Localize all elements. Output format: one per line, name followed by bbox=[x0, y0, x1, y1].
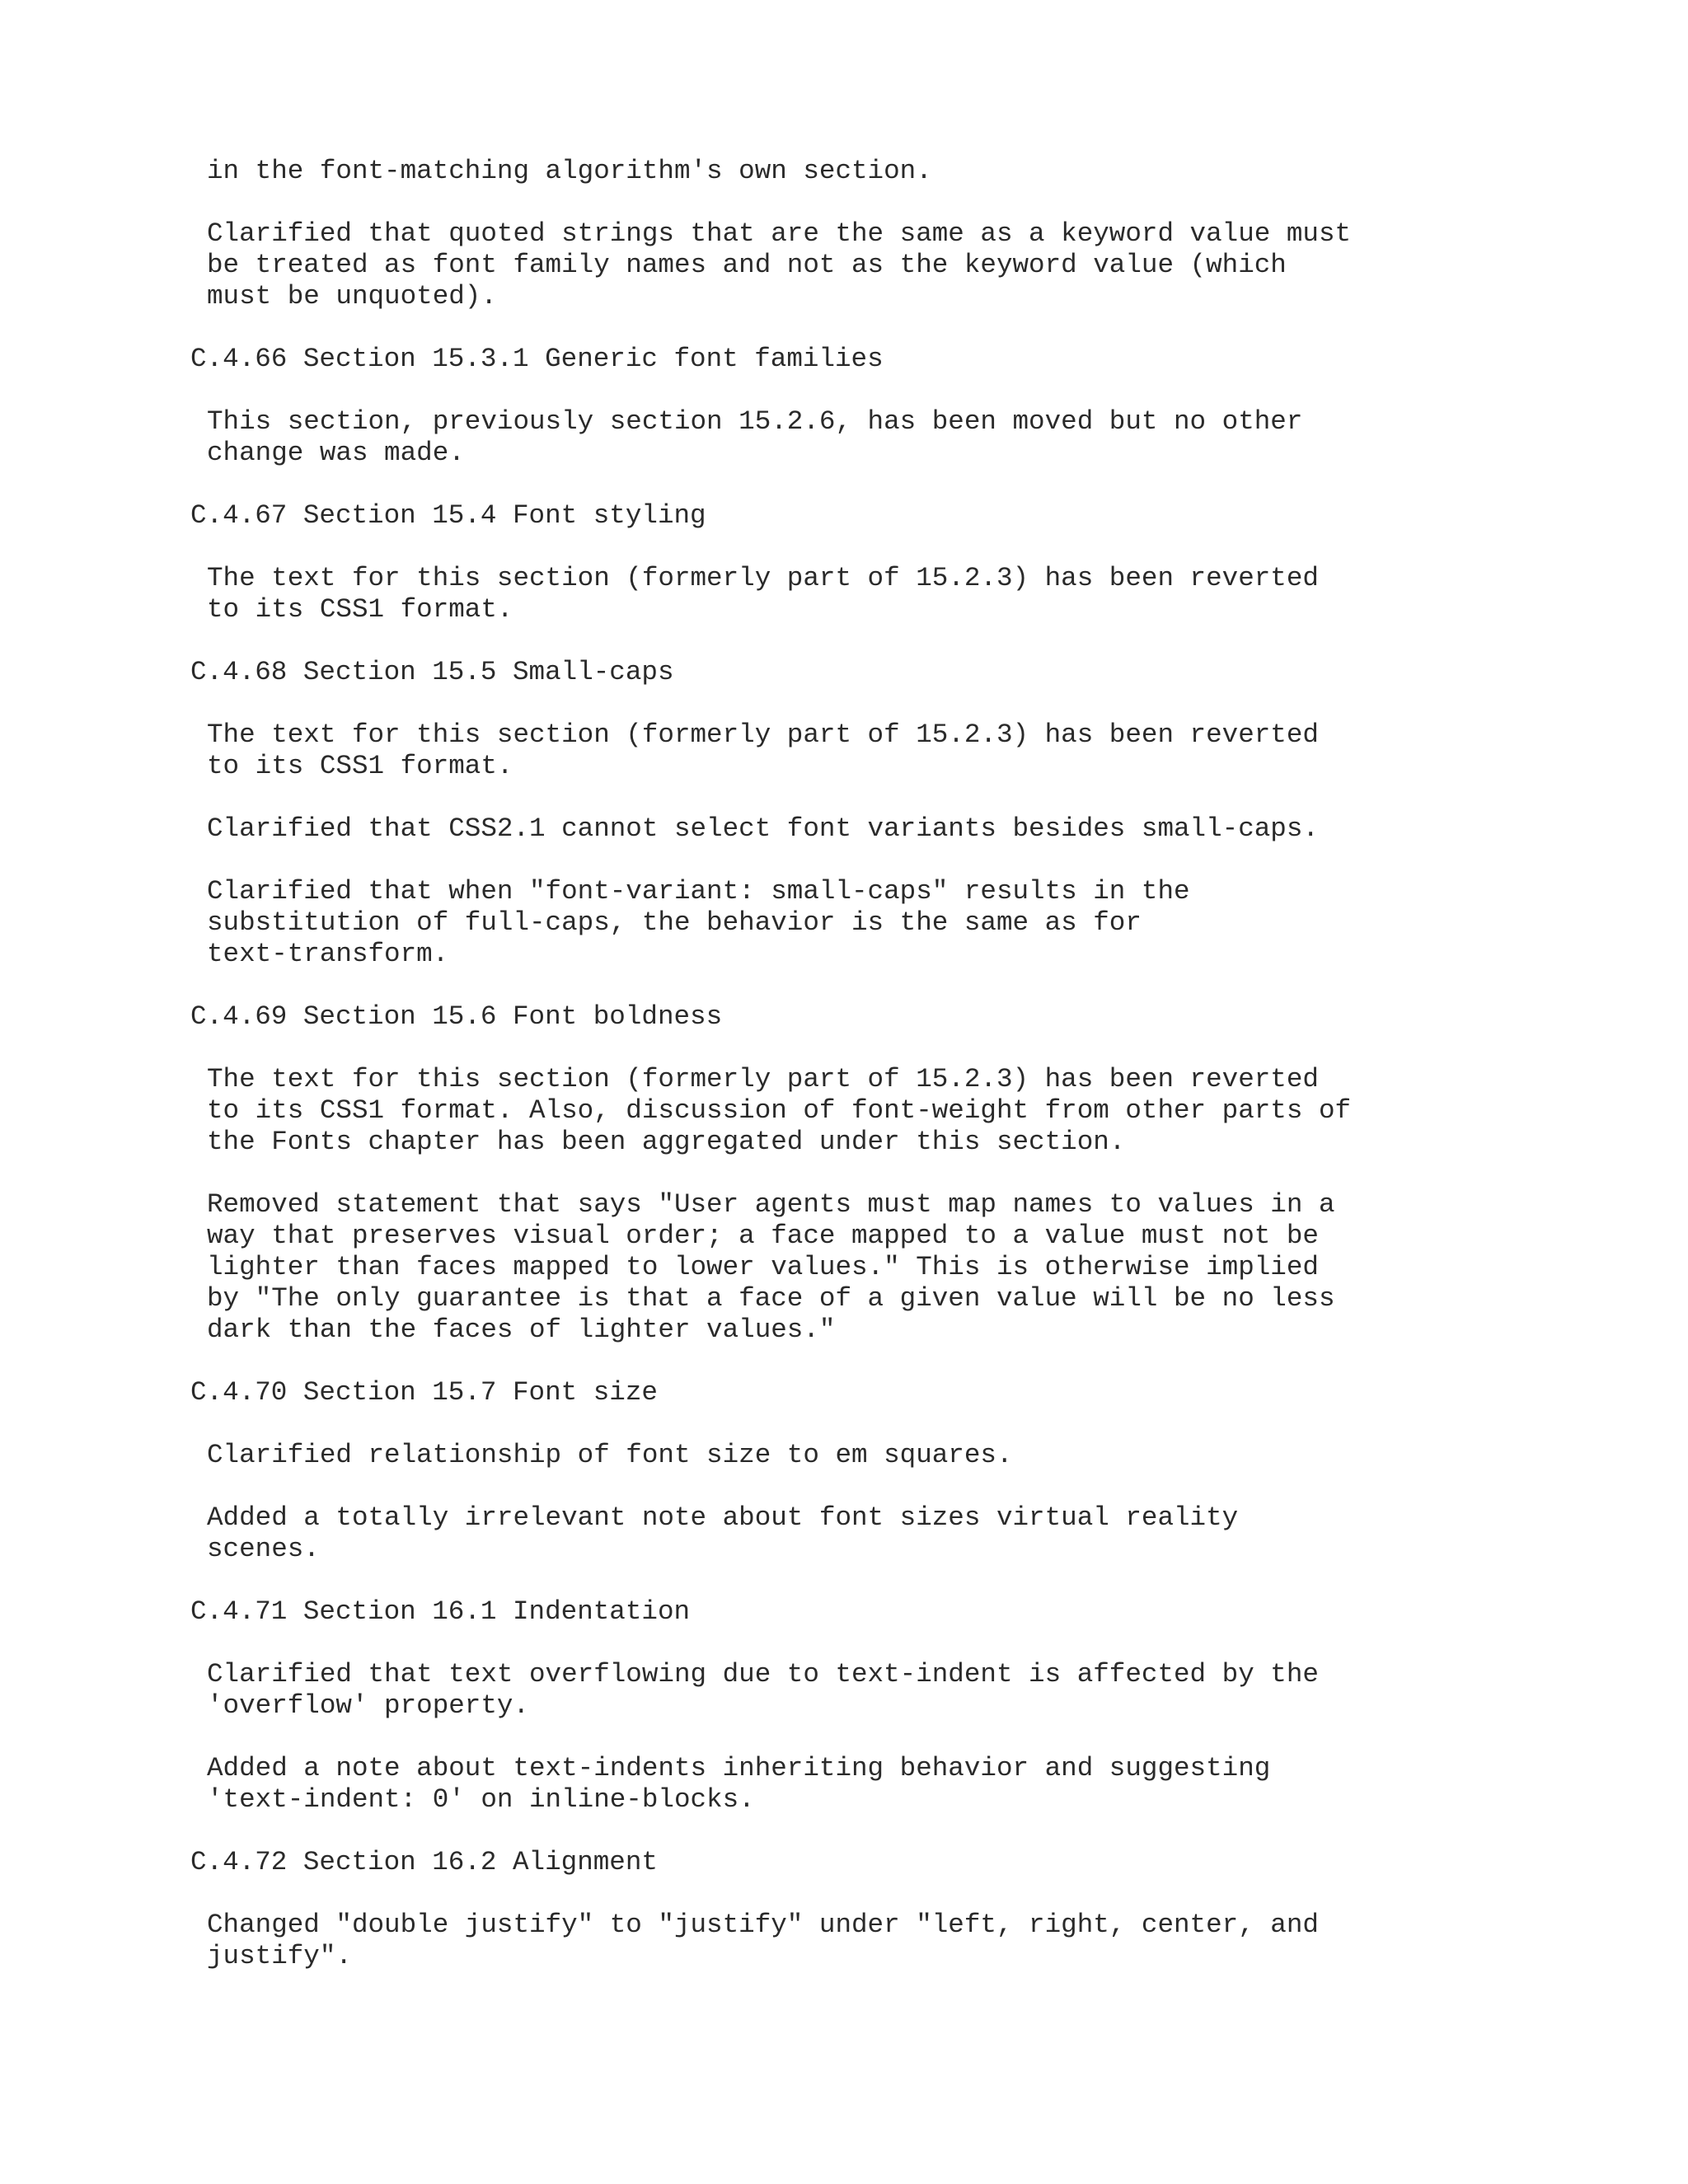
text-line: dark than the faces of lighter values." bbox=[207, 1315, 836, 1345]
text-line: be treated as font family names and not as the keyword value (which bbox=[207, 250, 1287, 280]
paragraph bbox=[207, 406, 1641, 469]
text-line: Clarified that CSS2.1 cannot select font variants besides small-caps. bbox=[207, 813, 1319, 844]
text-line: justify". bbox=[207, 1941, 352, 1971]
text-line: substitution of full-caps, the behavior is the same as for bbox=[207, 907, 1142, 938]
text-line: Changed "double justify" to "justify" under "left, right, center, and bbox=[207, 1910, 1319, 1940]
section bbox=[190, 657, 1641, 970]
text-line: to its CSS1 format. bbox=[207, 594, 513, 625]
text-line: Clarified that when "font-variant: small-caps" results in the bbox=[207, 876, 1190, 907]
text-line: by "The only guarantee is that a face of a given value will be no less bbox=[207, 1283, 1335, 1314]
text-line: text-transform. bbox=[207, 939, 449, 969]
paragraph bbox=[207, 1189, 1641, 1346]
text-line: The text for this section (formerly part of 15.2.3) has been reverted bbox=[207, 563, 1319, 593]
paragraph bbox=[207, 1064, 1641, 1158]
text-line: lighter than faces mapped to lower values." This is otherwise implied bbox=[207, 1252, 1319, 1282]
text-line: The text for this section (formerly part of 15.2.3) has been reverted bbox=[207, 719, 1319, 750]
text-line: to its CSS1 format. bbox=[207, 751, 513, 781]
paragraph bbox=[207, 218, 1641, 312]
document-body bbox=[190, 156, 1641, 1972]
section-heading: C.4.68 Section 15.5 Small-caps bbox=[190, 657, 674, 687]
paragraph bbox=[207, 876, 1641, 970]
text-line: way that preserves visual order; a face mapped to a value must not be bbox=[207, 1221, 1319, 1251]
text-line: This section, previously section 15.2.6, has been moved but no other bbox=[207, 406, 1303, 437]
text-line: The text for this section (formerly part of 15.2.3) has been reverted bbox=[207, 1064, 1319, 1094]
section-heading: C.4.72 Section 16.2 Alignment bbox=[190, 1847, 658, 1877]
text-line: to its CSS1 format. Also, discussion of font-weight from other parts of bbox=[207, 1095, 1352, 1126]
paragraph bbox=[207, 1910, 1641, 1972]
paragraph bbox=[207, 1502, 1641, 1565]
section bbox=[190, 1377, 1641, 1565]
text-line: Clarified that quoted strings that are the same as a keyword value must bbox=[207, 218, 1352, 249]
text-line: Removed statement that says "User agents must map names to values in a bbox=[207, 1189, 1335, 1220]
section-heading: C.4.69 Section 15.6 Font boldness bbox=[190, 1001, 723, 1032]
paragraph bbox=[207, 1659, 1641, 1722]
paragraph bbox=[207, 1753, 1641, 1816]
section-heading: C.4.71 Section 16.1 Indentation bbox=[190, 1596, 691, 1627]
section-heading: C.4.70 Section 15.7 Font size bbox=[190, 1377, 658, 1408]
text-line: Added a note about text-indents inheriting behavior and suggesting bbox=[207, 1753, 1271, 1783]
text-line: Added a totally irrelevant note about font sizes virtual reality bbox=[207, 1502, 1239, 1533]
paragraph bbox=[207, 1440, 1641, 1471]
text-line: 'overflow' property. bbox=[207, 1690, 530, 1721]
section bbox=[190, 500, 1641, 626]
section-list bbox=[190, 344, 1641, 1972]
text-line: 'text-indent: 0' on inline-blocks. bbox=[207, 1784, 755, 1815]
text-line: must be unquoted). bbox=[207, 281, 497, 312]
paragraph bbox=[207, 719, 1641, 782]
section bbox=[190, 344, 1641, 469]
section bbox=[190, 1847, 1641, 1972]
text-line: the Fonts chapter has been aggregated under this section. bbox=[207, 1127, 1126, 1157]
paragraph bbox=[207, 563, 1641, 626]
text-line: Clarified that text overflowing due to text-indent is affected by the bbox=[207, 1659, 1319, 1690]
text-line: scenes. bbox=[207, 1534, 320, 1564]
paragraph bbox=[207, 813, 1641, 845]
intro-paragraphs bbox=[190, 218, 1641, 312]
section bbox=[190, 1001, 1641, 1346]
section-heading: C.4.66 Section 15.3.1 Generic font families bbox=[190, 344, 884, 374]
text-line: change was made. bbox=[207, 438, 465, 468]
section-heading: C.4.67 Section 15.4 Font styling bbox=[190, 500, 706, 531]
section bbox=[190, 1596, 1641, 1816]
text-line: Clarified relationship of font size to em squares. bbox=[207, 1440, 1013, 1470]
intro-line: in the font-matching algorithm's own section. bbox=[207, 156, 932, 186]
